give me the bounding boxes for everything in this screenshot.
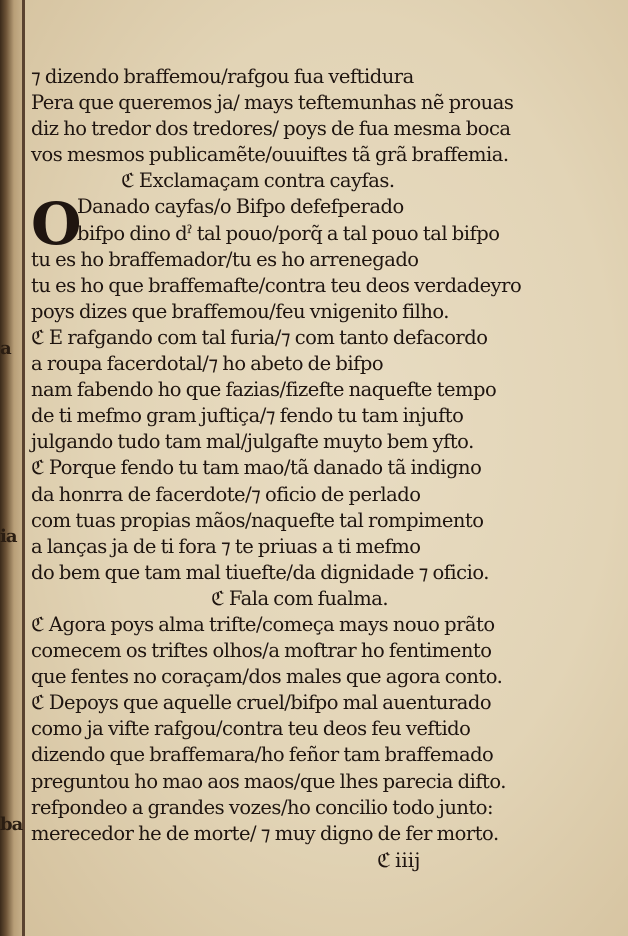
folio-mark: ℭ bbox=[377, 848, 392, 872]
text-line: Danado cayfas/o Bifpo defefperado bbox=[77, 195, 404, 219]
text-line: como ja vifte rafgou/contra teu deos feu veftido bbox=[31, 717, 471, 741]
text-line: julgando tudo tam mal/julgafte muyto bem yfto. bbox=[31, 430, 474, 454]
text-block bbox=[31, 64, 611, 847]
section-heading: ℭ Exclamaçam contra cayfas. bbox=[121, 169, 395, 193]
section-heading: ℭ Fala com fualma. bbox=[211, 586, 389, 610]
text-line: diz ho tredor dos tredores/ poys de fua mesma boca bbox=[31, 117, 511, 141]
text-line: ℭ E rafgando com tal furia/⁊ com tanto defacordo bbox=[31, 325, 488, 349]
text-line: ℭ Depoys que aquelle cruel/bifpo mal auenturado bbox=[31, 691, 492, 715]
text-line: com tuas propias mãos/naquefte tal rompimento bbox=[31, 508, 484, 532]
margin-fragment: a bbox=[0, 338, 11, 359]
text-line: bifpo dino dˀ tal pouo/porq̃ a tal pouo tal bifpo bbox=[77, 221, 500, 245]
text-line: do bem que tam mal tiuefte/da dignidade ⁊ oficio. bbox=[31, 560, 489, 584]
text-line: comecem os triftes olhos/a moftrar ho fentimento bbox=[31, 639, 492, 663]
text-line: ⁊ dizendo braffemou/rafgou fua veftidura bbox=[31, 65, 414, 88]
text-line: dizendo que braffemara/ho feñor tam braffemado bbox=[31, 743, 494, 767]
text-line: que fentes no coraçam/dos males que agora conto. bbox=[31, 665, 503, 689]
text-line: a roupa facerdotal/⁊ ho abeto de bifpo bbox=[31, 352, 384, 376]
text-line: de ti mefmo gram juftiça/⁊ fendo tu tam injufto bbox=[31, 404, 464, 428]
text-line: ℭ Agora poys alma trifte/começa mays nouo prãto bbox=[31, 612, 495, 636]
margin-fragment: ba bbox=[0, 814, 23, 835]
text-line: da honrra de facerdote/⁊ oficio de perlado bbox=[31, 482, 421, 506]
text-line: ℭ Porque fendo tu tam mao/tã danado tã indigno bbox=[31, 456, 482, 480]
text-line: Pera que queremos ja/ mays teftemunhas nẽ prouas bbox=[31, 91, 514, 115]
text-line: tu es ho braffemador/tu es ho arrenegado bbox=[31, 247, 419, 271]
text-line: vos mesmos publicamẽte/ouuiftes tã grã braffemia. bbox=[31, 143, 509, 167]
text-line: refpondeo a grandes vozes/ho concilio todo junto: bbox=[31, 795, 494, 819]
text-line: a lanças ja de ti fora ⁊ te priuas a ti mefmo bbox=[31, 534, 421, 558]
margin-fragment: ia bbox=[0, 526, 17, 547]
text-line: tu es ho que braffemafte/contra teu deos verdadeyro bbox=[31, 273, 522, 297]
text-line: poys dizes que braffemou/feu vnigenito filho. bbox=[31, 299, 449, 323]
drop-cap: O bbox=[31, 190, 82, 258]
book-page bbox=[25, 0, 628, 936]
text-line: preguntou ho mao aos maos/que lhes parecia difto. bbox=[31, 769, 506, 793]
text-line: merecedor he de morte/ ⁊ muy digno de fer morto. bbox=[31, 821, 499, 845]
binding-gutter bbox=[0, 0, 24, 936]
text-line: nam fabendo ho que fazias/fizefte naquefte tempo bbox=[31, 378, 497, 402]
folio-number: iiij bbox=[395, 848, 421, 872]
